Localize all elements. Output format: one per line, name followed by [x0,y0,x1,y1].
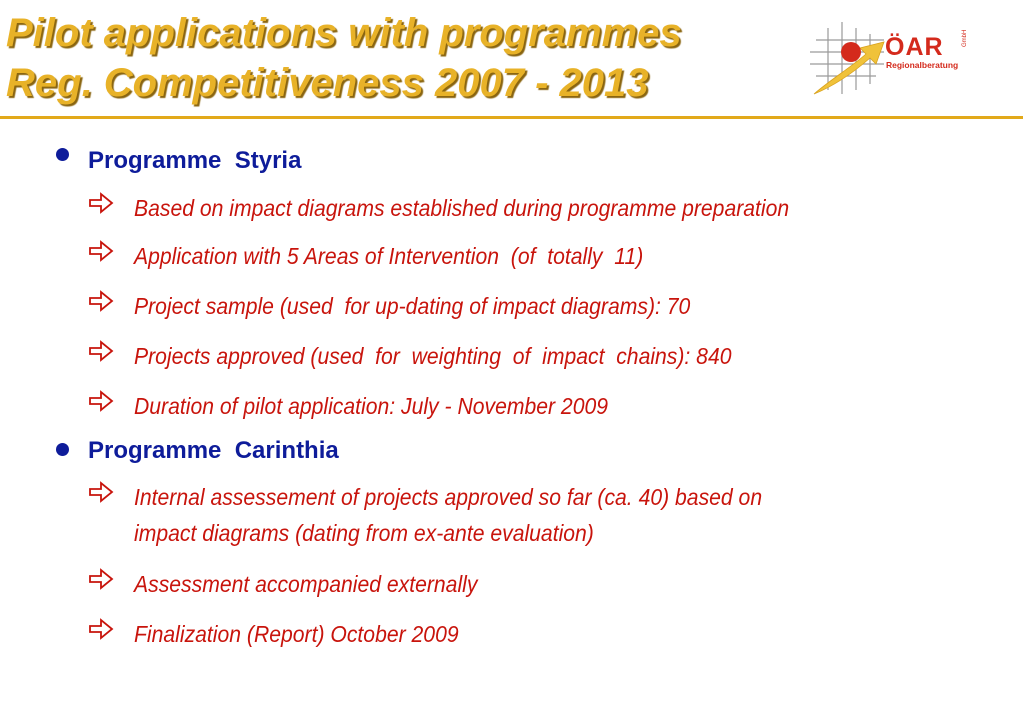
section-heading: Programme Carinthia [88,437,339,464]
slide-title-line-2: Reg. Competitiveness 2007 - 2013 [6,61,649,105]
list-item-text: Duration of pilot application: July - November 2009 [134,393,609,419]
logo-legal-form: GmbH [962,29,968,47]
right-arrow-icon [88,566,114,592]
right-arrow-icon [88,388,114,414]
list-item-text: Project sample (used for up-dating of impact diagrams): 70 [134,293,691,319]
list-item-text: Projects approved (used for weighting of impact chains): 840 [134,343,732,369]
right-arrow-icon [88,238,114,264]
list-item-text: Application with 5 Areas of Intervention (of totally 11) [134,243,644,269]
list-item-text: Internal assessement of projects approved so far (ca. 40) based on impact diagrams (dating from ex-ante evaluation) [134,484,763,546]
logo-subtitle: Regionalberatung [886,60,959,70]
right-arrow-icon [88,288,114,314]
filled-circle-bullet-icon [56,148,69,161]
slide-title-line-1: Pilot applications with programmes [6,11,682,55]
section-heading: Programme Styria [88,147,302,174]
right-arrow-icon [88,479,114,505]
header-divider [0,116,1023,119]
slide-title [6,8,682,108]
list-item-text: Assessment accompanied externally [134,571,478,597]
right-arrow-icon [88,616,114,642]
logo-name: ÖAR [885,33,944,61]
list-item-text: Based on impact diagrams established during programme preparation [134,195,790,221]
list-item-text: Finalization (Report) October 2009 [134,621,459,647]
filled-circle-bullet-icon [56,443,69,456]
right-arrow-icon [88,338,114,364]
oar-logo [806,14,980,104]
right-arrow-icon [88,190,114,216]
